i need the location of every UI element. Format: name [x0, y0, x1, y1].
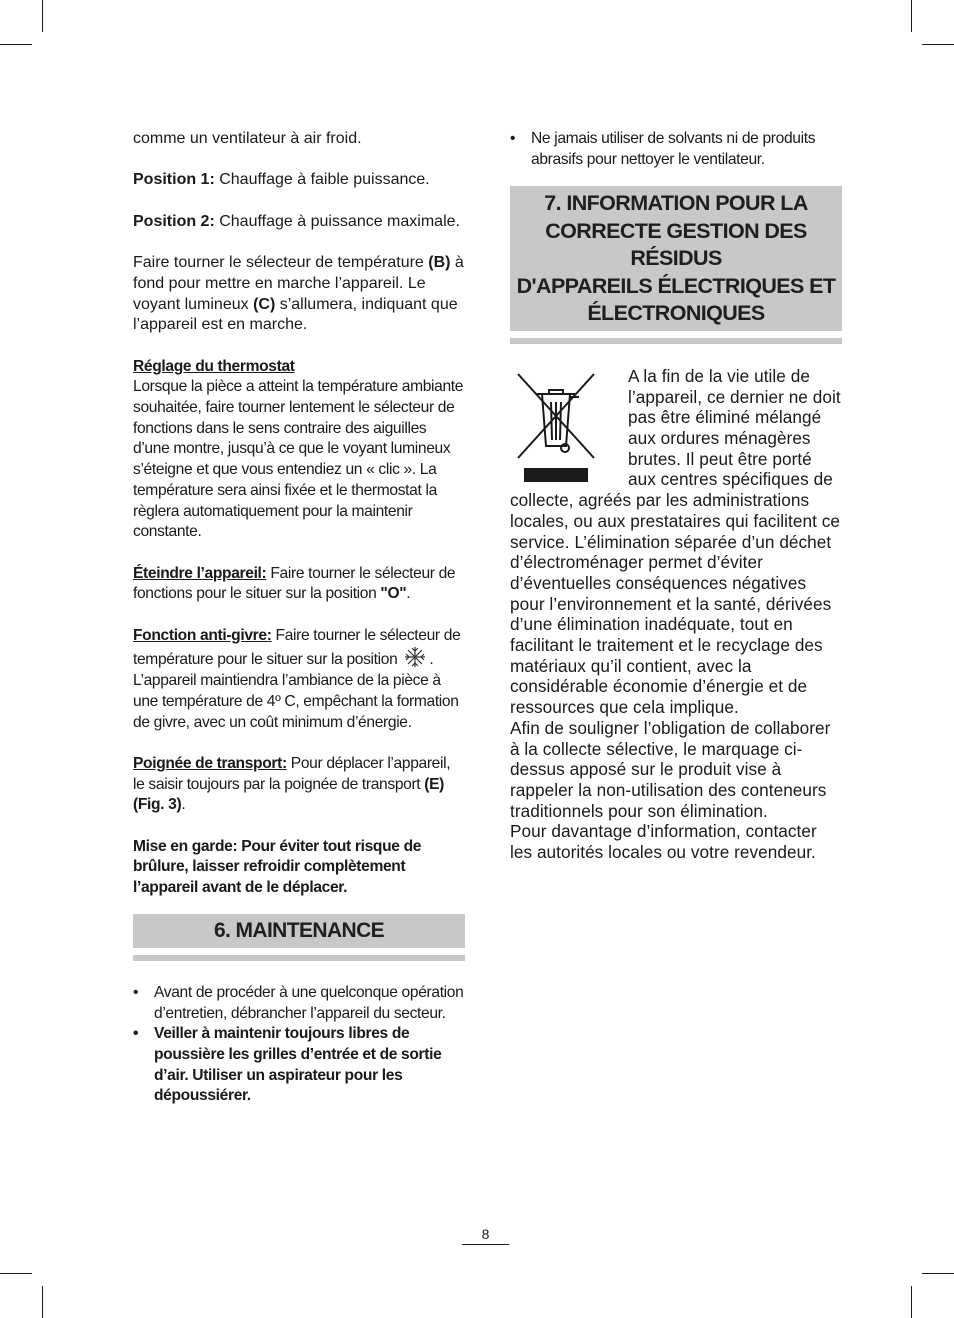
switch-off-position: "O" — [380, 585, 407, 603]
maintenance-list — [133, 983, 465, 1107]
weee-heading-line-4: ÉLECTRONIQUES — [587, 301, 765, 326]
maintenance-heading-text: 6. MAINTENANCE — [213, 918, 385, 942]
position-1-paragraph — [133, 170, 465, 191]
handle-title: Poignée de transport: — [133, 754, 287, 772]
position-1-text: Chauffage à faible puissance. — [214, 171, 430, 189]
maintenance-bullet-3: • Ne jamais utiliser de solvants ni de produits abrasifs pour nettoyer le ventilateur. — [510, 129, 842, 170]
warning-paragraph: Mise en garde: Pour éviter tout risque de brûlure, laisser refroidir complètement l’appareil avant de le déplacer. — [133, 837, 422, 897]
weee-heading-line-2: CORRECTE GESTION DES RÉSIDUS — [545, 218, 807, 271]
maintenance-bullet-2: • Veiller à maintenir toujours libres de poussière les grilles d’entrée et de sortie d’air. Utiliser un aspirateur pour les dépoussiérer. — [133, 1024, 465, 1107]
anti-frost-paragraph — [133, 626, 465, 734]
weee-text: A la fin de la vie utile de l’appareil, ce dernier ne doit pas être éliminé mélangé aux ordures ménagères brutes. Il peut être porté aux centres spécifiques de collecte, agréés par les administrations locales, ou aux prestataires qui facilitent ce service. L’élimination séparée d’un déchet d’électroménager permet d’éviter d’éventuelles conséquences négatives pour l’environnement et la santé, dérivées d’une élimination inadéquate, tout en facilitant le traitement et le recyclage des matériaux qu’il contient, avec la considérable économie d’énergie et de ressources que cela implique. — [510, 365, 841, 718]
crossed-out-wheelie-bin-icon — [516, 372, 606, 484]
weee-heading-line-1: 7. INFORMATION POUR LA — [544, 191, 808, 216]
selector-paragraph — [133, 253, 465, 336]
anti-frost-text-2: . L’appareil maintiendra l’ambiance de la pièce à une température de 4º C, empêchant la formation de givre, avec un coût minimum d’énergie. — [133, 651, 459, 731]
intro-paragraph: comme un ventilateur à air froid. — [133, 130, 362, 147]
thermostat-title: Réglage du thermostat — [133, 357, 295, 375]
crop-mark-bl-v — [42, 1286, 43, 1318]
selector-text-3: s’allumera, indiquant que l’appareil est en marche. — [133, 295, 458, 334]
page-number: 8 — [481, 1226, 490, 1242]
position-1-label: Position 1: — [133, 171, 215, 189]
crop-mark-br-h — [922, 1273, 954, 1274]
maintenance-heading-rule — [133, 955, 465, 961]
anti-frost-text-1: Faire tourner le sélecteur de température pour le situer sur la position — [133, 626, 461, 669]
thermostat-section — [133, 357, 465, 543]
position-2-label: Position 2: — [133, 212, 215, 230]
left-column — [133, 129, 465, 1107]
crop-mark-tr-v — [911, 0, 912, 32]
crop-mark-tl-h — [0, 44, 32, 45]
switch-off-text: Faire tourner le sélecteur de fonctions pour le situer sur la position — [133, 564, 456, 603]
snowflake-icon — [403, 646, 427, 668]
crop-mark-bl-h — [0, 1273, 32, 1274]
position-2-paragraph — [133, 212, 465, 233]
page-number-underline — [462, 1244, 509, 1245]
weee-text-2: Afin de souligner l’obligation de collaborer à la collecte sélective, le marquage ci-dessus apposé sur le produit vise à rappeler la non-utilisation des conteneurs traditionnels pour son élimination. — [510, 717, 831, 821]
weee-text-3: Pour davantage d’information, contacter les autorités locales ou votre revendeur. — [510, 821, 817, 863]
weee-heading — [510, 186, 842, 331]
position-2-text: Chauffage à puissance maximale. — [214, 212, 460, 230]
handle-text: Pour déplacer l’appareil, le saisir toujours par la poignée de transport — [133, 754, 451, 793]
weee-text-block — [510, 366, 842, 863]
handle-ref: (E) (Fig. 3) — [133, 775, 445, 814]
weee-heading-rule — [510, 338, 842, 344]
selector-text-1: Faire tourner le sélecteur de température — [133, 254, 429, 272]
maintenance-heading — [133, 914, 465, 948]
switch-off-end: . — [406, 585, 411, 603]
handle-paragraph — [133, 754, 465, 816]
selector-ref-b: (B) — [428, 254, 451, 272]
switch-off-title: Éteindre l’appareil: — [133, 564, 267, 582]
anti-frost-title: Fonction anti-givre: — [133, 626, 272, 644]
right-column — [510, 129, 842, 863]
crop-mark-br-v — [911, 1286, 912, 1318]
thermostat-text: Lorsque la pièce a atteint la température ambiante souhaitée, faire tourner lentement le sélecteur de fonctions dans le sens contraire des aiguilles d’une montre, jusqu’à ce que le voyant lumineux s’éteigne et que vous entendiez un « clic ». La température sera ainsi fixée et le thermostat la règlera automatiquement pour la maintenir constante. — [133, 378, 464, 541]
weee-heading-line-3: D'APPAREILS ÉLECTRIQUES ET — [516, 273, 836, 298]
crop-mark-tr-h — [922, 44, 954, 45]
switch-off-paragraph — [133, 564, 465, 605]
crop-mark-tl-v — [42, 0, 43, 32]
handle-end: . — [181, 796, 186, 814]
maintenance-bullet-1: • Avant de procéder à une quelconque opération d’entretien, débrancher l’appareil du secteur. — [133, 983, 465, 1024]
selector-ref-c: (C) — [253, 295, 276, 313]
selector-text-2: à fond pour mettre en marche l’appareil. Le voyant lumineux — [133, 254, 464, 313]
